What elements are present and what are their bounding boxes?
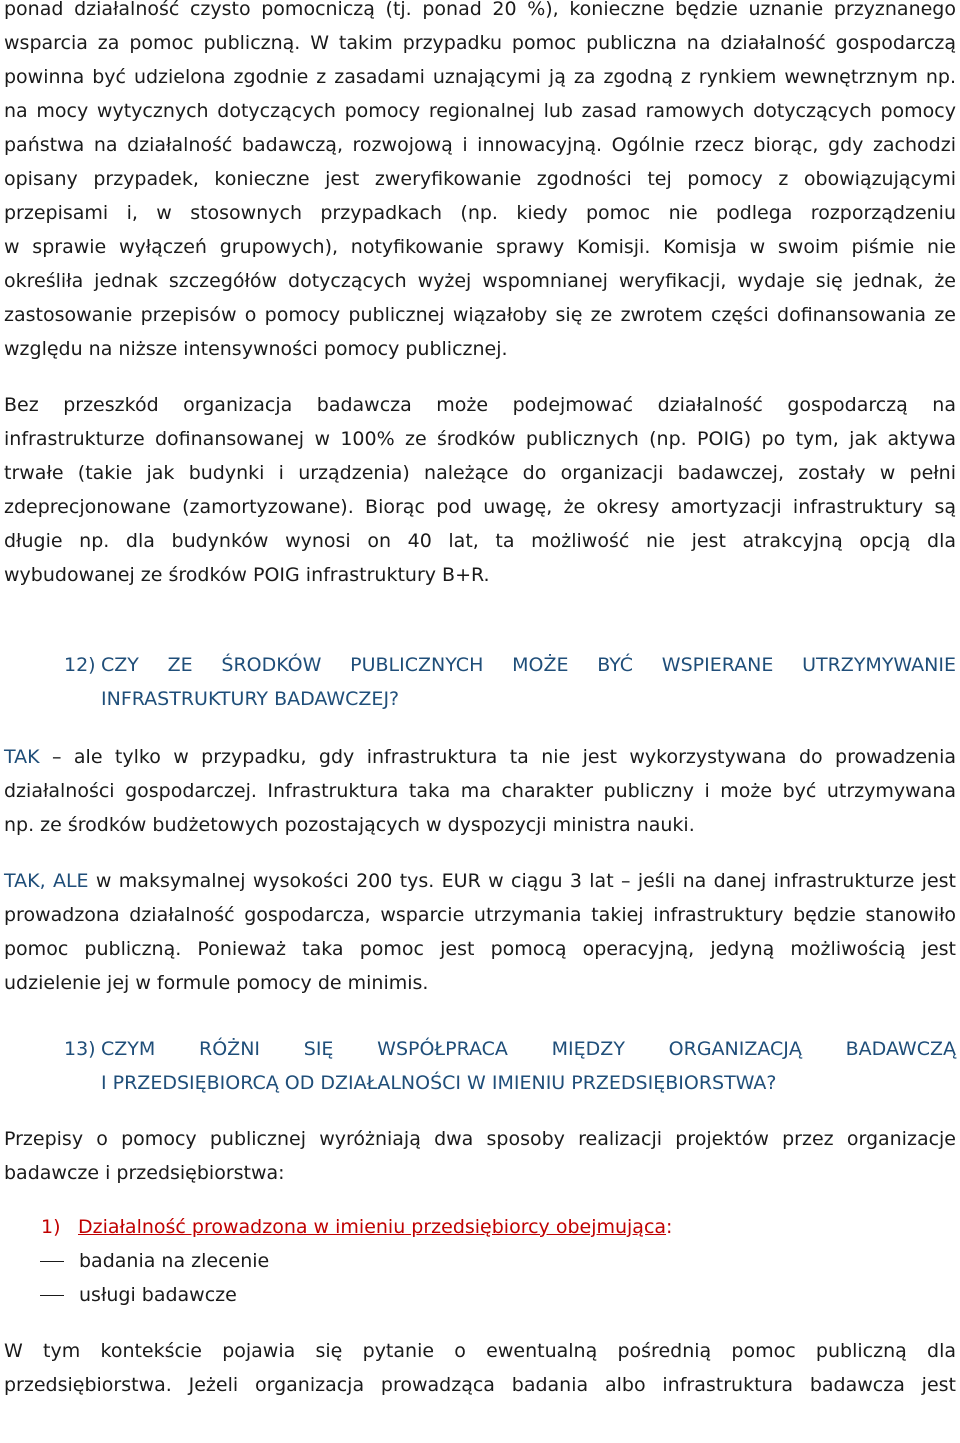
text-line: opisany przypadek, konieczne jest zweryfikowanie zgodności tej pomocy z obowiązującymi xyxy=(4,168,956,190)
heading-line: CZY ZE ŚRODKÓW PUBLICZNYCH MOŻE BYĆ WSPIERANE UTRZYMYWANIE xyxy=(101,654,956,676)
list-marker: 1) xyxy=(41,1216,61,1238)
text-line: względu na niższe intensywności pomocy publicznej. xyxy=(4,338,508,360)
text-line: W tym kontekście pojawia się pytanie o ewentualną pośrednią pomoc publiczną dla xyxy=(4,1340,956,1362)
text-line: udzielenie jej w formule pomocy de minimis. xyxy=(4,972,429,994)
text-line: zdeprecjonowane (zamortyzowane). Biorąc pod uwagę, że okresy amortyzacji infrastruktury są xyxy=(4,496,956,518)
text-line: prowadzona działalność gospodarcza, wsparcie utrzymania takiej infrastruktury będzie stanowiło xyxy=(4,904,956,926)
text-line: pomoc publiczną. Ponieważ taka pomoc jest pomocą operacyjną, jedyną możliwością jest xyxy=(4,938,956,960)
text-line: wybudowanej ze środków POIG infrastruktury B+R. xyxy=(4,564,490,586)
dash-bullet xyxy=(40,1261,64,1262)
text-line: przepisami i, w stosownych przypadkach (np. kiedy pomoc nie podlega rozporządzeniu xyxy=(4,202,956,224)
numbered-list-item-1 xyxy=(4,1210,956,1244)
answer-tak xyxy=(4,740,956,842)
list-item-text: badania na zlecenie xyxy=(79,1250,270,1272)
section-heading-12 xyxy=(64,648,956,716)
dash-list-item xyxy=(4,1278,956,1312)
text-line: działalności gospodarczej. Infrastruktura taka ma charakter publiczny i może być utrzymywana xyxy=(4,780,956,802)
text-line: wsparcia za pomoc publiczną. W takim przypadku pomoc publiczna na działalność gospodarczą xyxy=(4,32,956,54)
dash-list-item xyxy=(4,1244,956,1278)
paragraph-1 xyxy=(4,0,956,366)
list-item-label: Działalność prowadzona w imieniu przedsiębiorcy obejmująca xyxy=(78,1216,667,1238)
heading-line: INFRASTRUKTURY BADAWCZEJ? xyxy=(101,688,400,710)
paragraph-4 xyxy=(4,1334,956,1402)
paragraph-3 xyxy=(4,1122,956,1190)
text-fragment: w maksymalnej wysokości 200 tys. EUR w ciągu 3 lat – jeśli na danej infrastrukturze jest xyxy=(88,870,956,892)
text-line: Bez przeszkód organizacja badawcza może podejmować działalność gospodarczą na xyxy=(4,394,956,416)
heading-line: CZYM RÓŻNI SIĘ WSPÓŁPRACA MIĘDZY ORGANIZACJĄ BADAWCZĄ xyxy=(101,1038,956,1060)
list-item-text: usługi badawcze xyxy=(79,1284,237,1306)
text-line: przedsiębiorstwa. Jeżeli organizacja prowadząca badania albo infrastruktura badawcza jest xyxy=(4,1374,956,1396)
text-fragment: – ale tylko w przypadku, gdy infrastruktura ta nie jest wykorzystywana do prowadzenia xyxy=(39,746,956,768)
answer-accent: TAK, ALE xyxy=(4,870,89,892)
heading-line: I PRZEDSIĘBIORCĄ OD DZIAŁALNOŚCI W IMIENIU PRZEDSIĘBIORSTWA? xyxy=(101,1072,777,1094)
text-line: długie np. dla budynków wynosi on 40 lat, ta możliwość nie jest atrakcyjną opcją dla xyxy=(4,530,956,552)
text-line: infrastrukturze dofinansowanej w 100% ze środków publicznych (np. POIG) po tym, jak aktywa xyxy=(4,428,956,450)
text-line: w sprawie wyłączeń grupowych), notyfikowanie sprawy Komisji. Komisja w swoim piśmie nie xyxy=(4,236,956,258)
text-line: na mocy wytycznych dotyczących pomocy regionalnej lub zasad ramowych dotyczących pomocy xyxy=(4,100,956,122)
text-line: określiła jednak szczegółów dotyczących wyżej wspomnianej weryfikacji, wydaje się jednak, że xyxy=(4,270,956,292)
text-line: powinna być udzielona zgodnie z zasadami uznającymi ją za zgodną z rynkiem wewnętrznym np. xyxy=(4,66,956,88)
dash-bullet xyxy=(40,1295,64,1296)
answer-tak-ale xyxy=(4,864,956,1000)
section-heading-13 xyxy=(64,1032,956,1100)
text-line: państwa na działalność badawczą, rozwojową i innowacyjną. Ogólnie rzecz biorąc, gdy zachodzi xyxy=(4,134,956,156)
text-line: ponad działalność czysto pomocniczą (tj. ponad 20 %), konieczne będzie uznanie przyznanego xyxy=(4,0,956,20)
list-item-colon: : xyxy=(666,1216,673,1238)
answer-accent: TAK xyxy=(4,746,40,768)
heading-number: 13) xyxy=(64,1038,96,1060)
text-line: zastosowanie przepisów o pomocy publicznej wiązałoby się ze zwrotem części dofinansowania ze xyxy=(4,304,956,326)
text-line: Przepisy o pomocy publicznej wyróżniają dwa sposoby realizacji projektów przez organizacje xyxy=(4,1128,956,1150)
heading-number: 12) xyxy=(64,654,96,676)
paragraph-2 xyxy=(4,388,956,592)
document-page xyxy=(4,0,956,1402)
text-line: trwałe (takie jak budynki i urządzenia) należące do organizacji badawczej, zostały w pełni xyxy=(4,462,956,484)
text-line: np. ze środków budżetowych pozostających w dyspozycji ministra nauki. xyxy=(4,814,695,836)
text-line: badawcze i przedsiębiorstwa: xyxy=(4,1162,285,1184)
